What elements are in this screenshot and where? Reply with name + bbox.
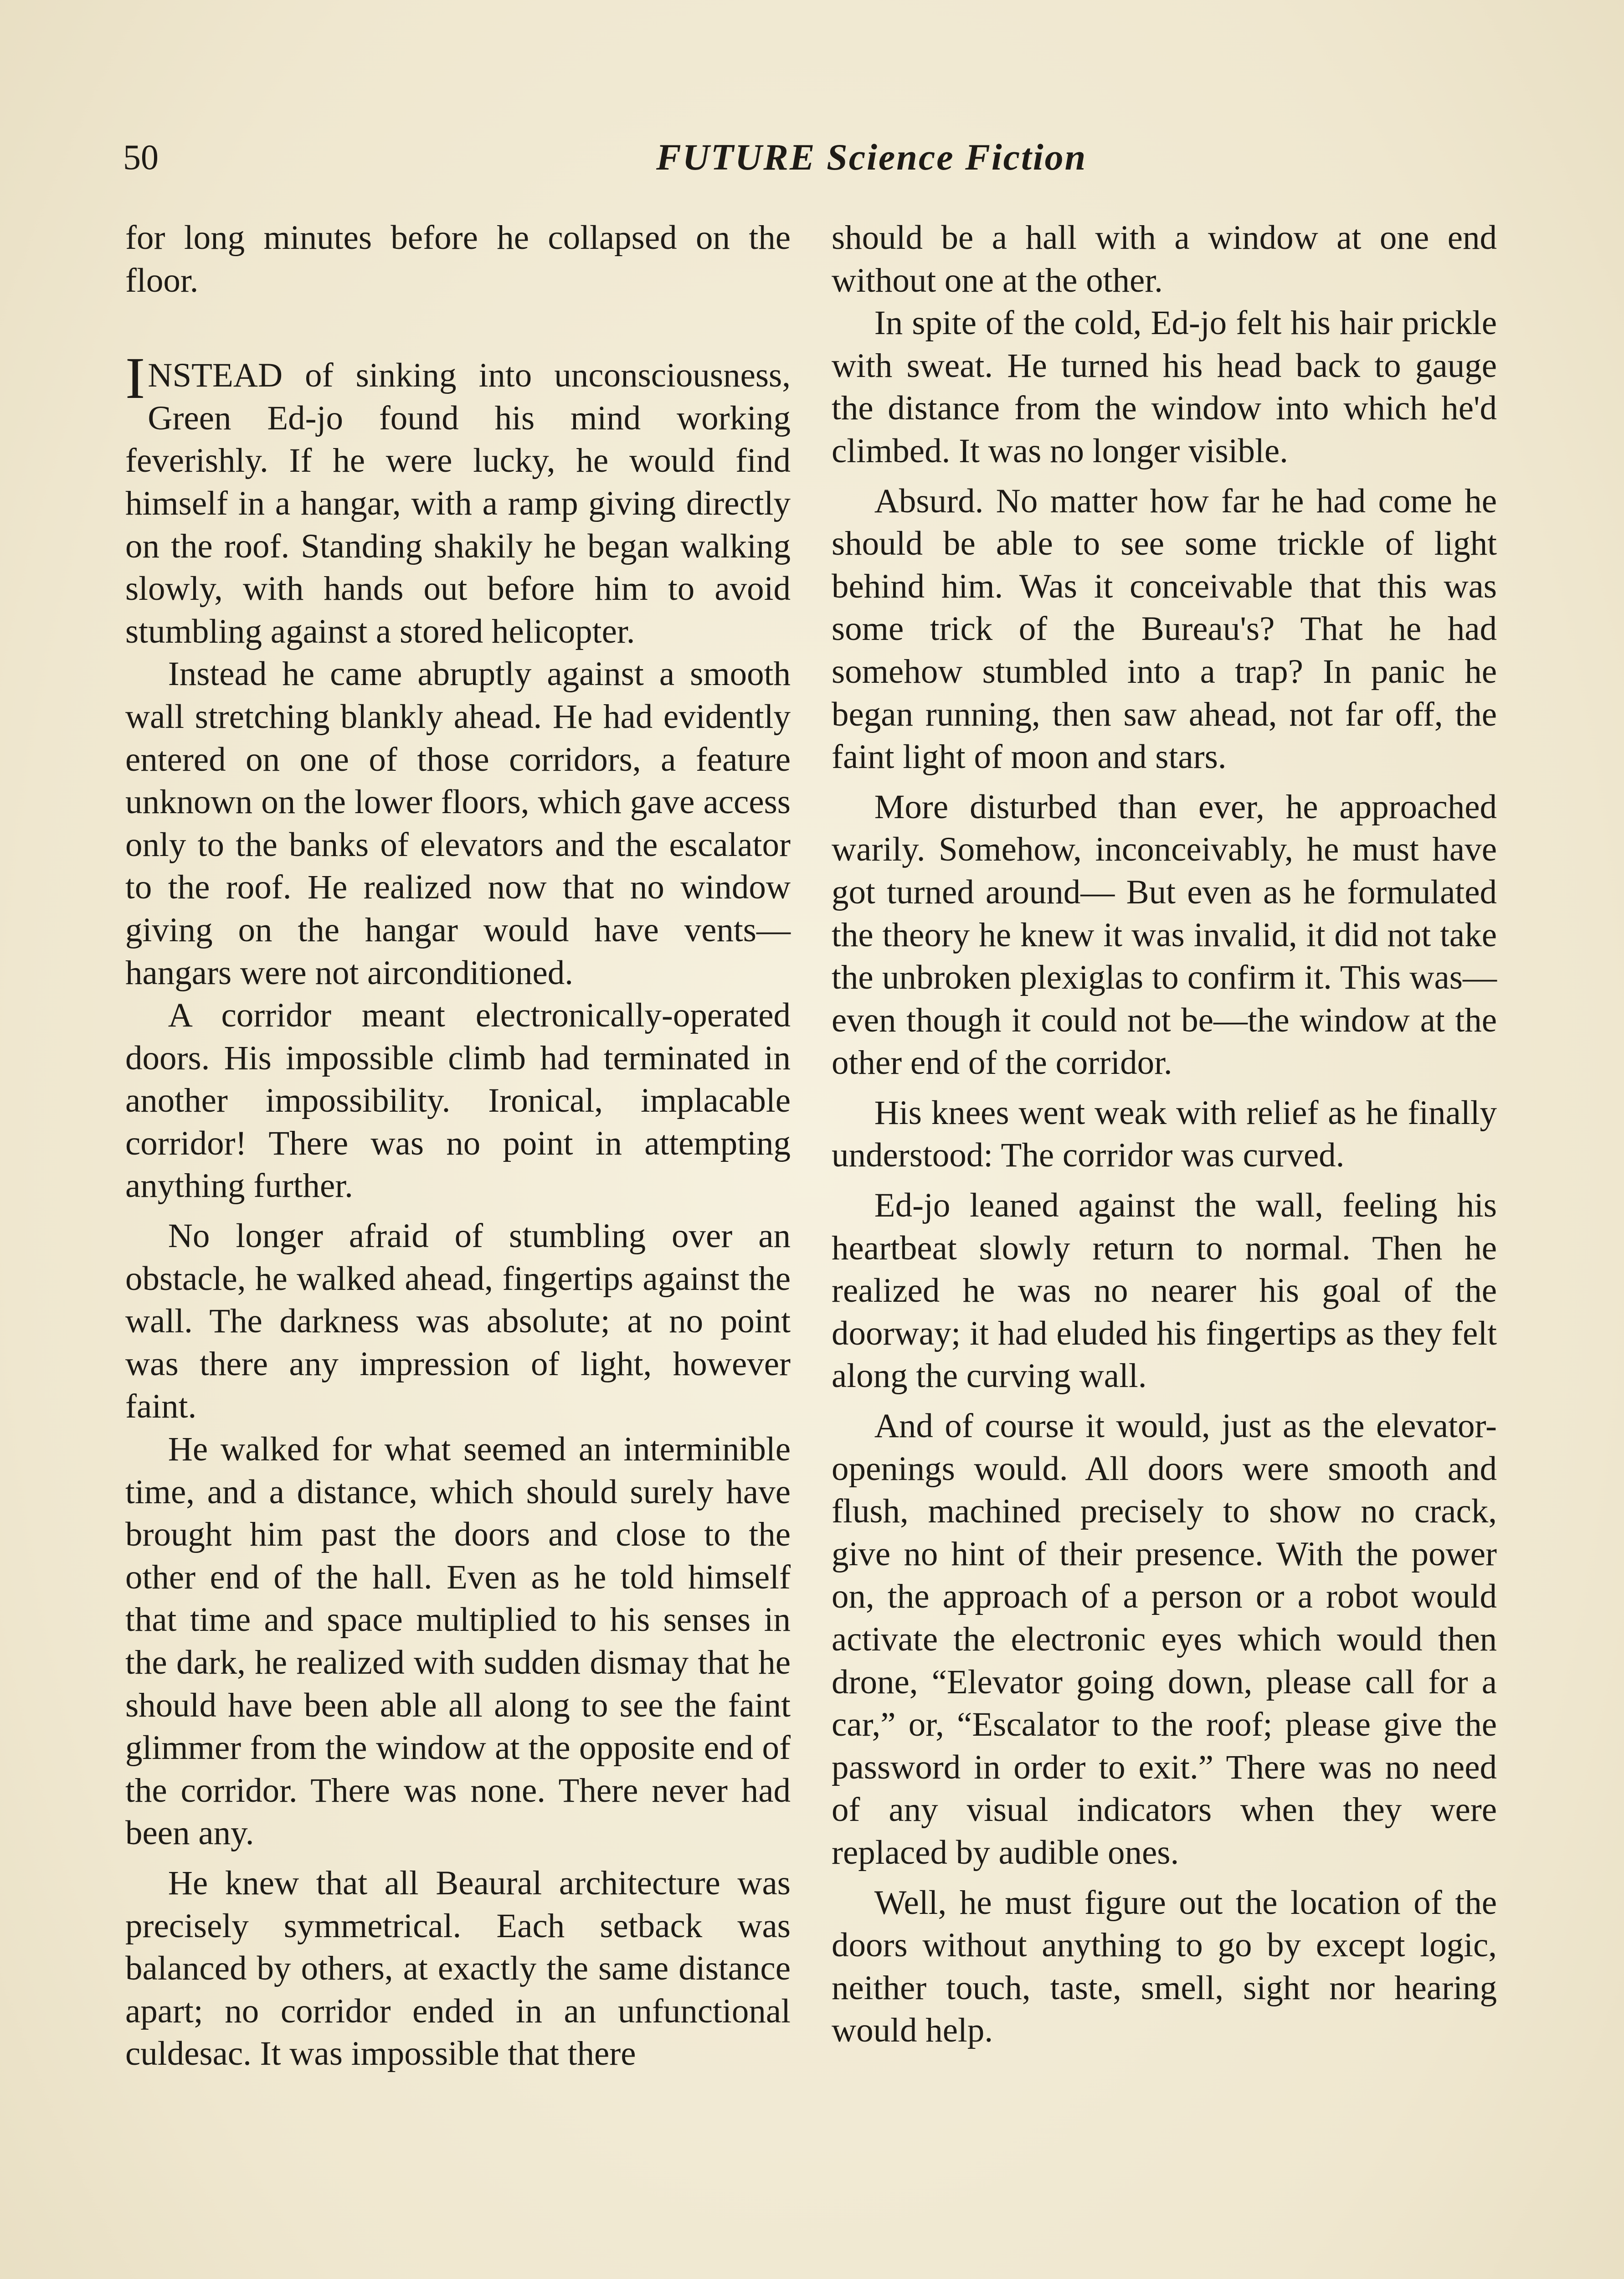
magazine-title: FUTURE Science Fiction	[656, 136, 1087, 178]
paragraph: No longer afraid of stumbling over an obstacle, he walked ahead, fingertips against the wall. The darkness was absolute; at no point was there any impression of light, however faint.	[125, 1217, 791, 1426]
paragraph: Instead he came abruptly against a smooth wall stretching blankly ahead. He had evidently entered on one of those corridors, a feature unknown on the lower floors, which gave access only to the banks of elevators and the escalator to the roof. He realized now that no window giving on the hangar would have vents—hangars were not airconditioned.	[125, 655, 791, 992]
paragraph: A corridor meant electronically-operated doors. His impossible climb had terminated in another impossibility. Ironical, implacable corridor! There was no point in attempting anything further.	[125, 996, 791, 1205]
paragraph: Ed-jo leaned against the wall, feeling his heartbeat slowly return to normal. Then he realized he was no nearer his goal of the doorway; it had eluded his fingertips as they felt along the curving wall.	[832, 1186, 1497, 1395]
paragraph: More disturbed than ever, he approached warily. Somehow, inconceivably, he must have got turned around— But even as he formulated the theory he knew it was invalid, it did not take the unbroken plexiglas to confirm it. This was—even though it could not be—the window at the other end of the corridor.	[832, 788, 1497, 1082]
paragraph: Absurd. No matter how far he had come he should be able to see some trickle of light behind him. Was it conceivable that this was some trick of the Bureau's? That he had somehow stumbled into a trap? In panic he began running, then saw ahead, not far off, the faint light of moon and stars.	[832, 482, 1497, 776]
paragraph: for long minutes before he collapsed on the floor.	[125, 219, 791, 299]
right-text-column	[832, 217, 1497, 2052]
paragraph: In spite of the cold, Ed-jo felt his hair prickle with sweat. He turned his head back to gauge the distance from the window into which he'd climbed. It was no longer visible.	[832, 304, 1497, 470]
left-text-column	[125, 217, 791, 2075]
paragraph-text: NSTEAD of sinking into unconsciousness, Green Ed-jo found his mind working feverishly. If he were lucky, he would find himself in a hangar, with a ramp giving directly on the roof. Standing shakily he began walking slowly, with hands out before him to avoid stumbling against a stored helicopter.	[125, 356, 791, 650]
paragraph: He knew that all Beaural architecture was precisely symmetrical. Each setback was balanced by others, at exactly the same distance apart; no corridor ended in an unfunctional culdesac. It was impossible that there	[125, 1864, 791, 2073]
paragraph-drop-cap	[125, 345, 791, 653]
paragraph: Well, he must figure out the location of the doors without anything to go by except logic, neither touch, taste, smell, sight nor hearing would help.	[832, 1883, 1497, 2050]
paragraph: His knees went weak with relief as he finally understood: The corridor was curved.	[832, 1093, 1497, 1175]
page-header	[123, 132, 1504, 182]
page-number: 50	[123, 137, 159, 177]
paragraph: He walked for what seemed an interminible time, and a distance, which should surely have brought him past the doors and close to the other end of the hall. Even as he told himself that time and space multiplied to his senses in the dark, he realized with sudden dismay that he should have been able all along to see the faint glimmer from the window at the opposite end of the corridor. There was none. There never had been any.	[125, 1430, 791, 1852]
drop-cap-letter: I	[125, 345, 145, 412]
paragraph: And of course it would, just as the elevator-openings would. All doors were smooth and flush, machined precisely to show no crack, give no hint of their presence. With the power on, the approach of a person or a robot would activate the electronic eyes which would then drone, “Elevator going down, please call for a car,” or, “Escalator to the roof; please give the password in order to exit.” There was no need of any visual indicators when they were replaced by audible ones.	[832, 1407, 1497, 1872]
paragraph: should be a hall with a window at one end without one at the other.	[832, 219, 1497, 299]
